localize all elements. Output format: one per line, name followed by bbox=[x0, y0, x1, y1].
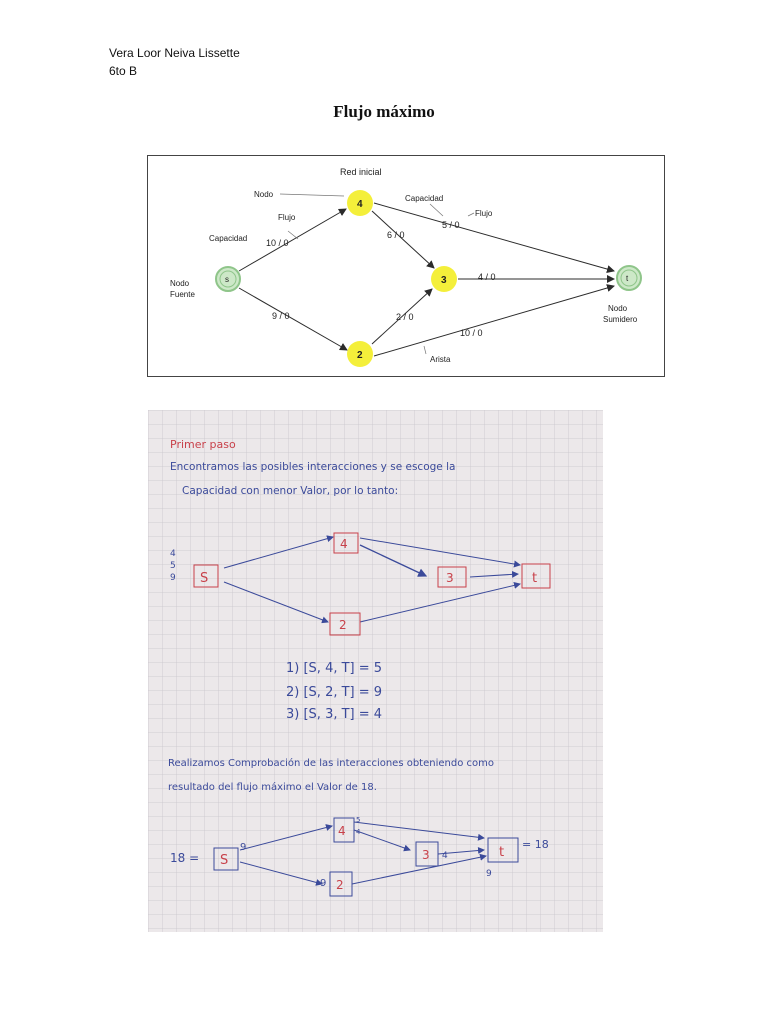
node-t-label: t bbox=[626, 274, 629, 283]
flujo-pointer bbox=[288, 231, 298, 239]
annotation-flujo-right: Flujo bbox=[475, 209, 493, 218]
final-label-2-in: 9 bbox=[320, 878, 327, 889]
nodo-pointer bbox=[280, 194, 344, 196]
path-3: 3) [S, 3, T] = 4 bbox=[286, 707, 383, 722]
path-1: 1) [S, 4, T] = 5 bbox=[286, 661, 383, 676]
left-number-2: 5 bbox=[170, 561, 176, 571]
step-title: Primer paso bbox=[170, 438, 236, 451]
hand-node-t-label: t bbox=[532, 571, 538, 586]
node-s-label: s bbox=[225, 275, 229, 284]
node-3-label: 3 bbox=[441, 275, 447, 286]
notes-line-4: resultado del flujo máximo el Valor de 18. bbox=[168, 782, 377, 793]
arista-pointer bbox=[424, 346, 426, 354]
author-block bbox=[109, 44, 240, 80]
left-number-1: 4 bbox=[170, 549, 176, 559]
edge-s-2 bbox=[239, 288, 347, 350]
red-inicial-heading: Red inicial bbox=[340, 167, 382, 177]
flujo-right-pointer bbox=[468, 213, 474, 216]
final-node-3-label: 3 bbox=[422, 848, 430, 862]
handwritten-notes-drawing bbox=[148, 410, 603, 932]
course-label: 6to B bbox=[109, 64, 138, 78]
final-label-t-below: 9 bbox=[486, 869, 492, 879]
annotation-capacidad-top: Capacidad bbox=[405, 194, 444, 203]
initial-network-diagram bbox=[148, 156, 666, 378]
annotation-arista: Arista bbox=[430, 355, 451, 364]
document-title: Flujo máximo bbox=[333, 102, 435, 121]
final-label-4-a: 5 bbox=[356, 816, 361, 824]
edge-label-s-4: 10 / 0 bbox=[266, 238, 289, 248]
node-2-label: 2 bbox=[357, 350, 363, 361]
final-label-3-out: 4 bbox=[442, 851, 448, 861]
annotation-nodo-fuente-2: Fuente bbox=[170, 290, 195, 299]
final-node-2-label: 2 bbox=[336, 878, 344, 892]
initial-network-figure bbox=[147, 155, 665, 377]
annotation-nodo-sumidero-1: Nodo bbox=[608, 304, 628, 313]
edge-label-s-2: 9 / 0 bbox=[272, 311, 290, 321]
path-2: 2) [S, 2, T] = 9 bbox=[286, 685, 383, 700]
edge-label-4-3: 6 / 0 bbox=[387, 230, 405, 240]
final-node-4-label: 4 bbox=[338, 824, 346, 838]
hand-node-3-label: 3 bbox=[446, 571, 454, 585]
annotation-nodo-sumidero-2: Sumidero bbox=[603, 315, 638, 324]
hand-node-2-label: 2 bbox=[339, 618, 347, 632]
author-name: Vera Loor Neiva Lissette bbox=[109, 46, 240, 60]
notes-line-1: Encontramos las posibles interacciones y se escoge la bbox=[170, 461, 456, 473]
annotation-capacidad: Capacidad bbox=[209, 234, 248, 243]
edge-label-2-t: 10 / 0 bbox=[460, 328, 483, 338]
final-node-t-label: t bbox=[499, 845, 505, 860]
annotation-nodo: Nodo bbox=[254, 190, 274, 199]
edge-label-3-t: 4 / 0 bbox=[478, 272, 496, 282]
final-result: = 18 bbox=[522, 838, 549, 851]
final-prefix: 18 = bbox=[170, 851, 200, 865]
annotation-nodo-fuente-1: Nodo bbox=[170, 279, 190, 288]
annotation-flujo: Flujo bbox=[278, 213, 296, 222]
final-node-s-label: S bbox=[220, 853, 229, 868]
left-number-3: 9 bbox=[170, 573, 176, 583]
edge-4-t bbox=[374, 203, 614, 271]
hand-node-4-label: 4 bbox=[340, 537, 348, 551]
final-label-4-b: 4 bbox=[356, 828, 361, 836]
edge-label-2-3: 2 / 0 bbox=[396, 312, 414, 322]
handwritten-notes-photo bbox=[148, 410, 603, 932]
notes-line-2: Capacidad con menor Valor, por lo tanto: bbox=[182, 485, 399, 497]
notes-line-3: Realizamos Comprobación de las interacciones obteniendo como bbox=[168, 758, 494, 769]
node-4-label: 4 bbox=[357, 199, 363, 210]
edge-label-4-t: 5 / 0 bbox=[442, 220, 460, 230]
capacidad-pointer bbox=[430, 204, 443, 216]
final-label-s-top: 9 bbox=[240, 842, 247, 853]
hand-node-s-label: S bbox=[200, 571, 209, 586]
